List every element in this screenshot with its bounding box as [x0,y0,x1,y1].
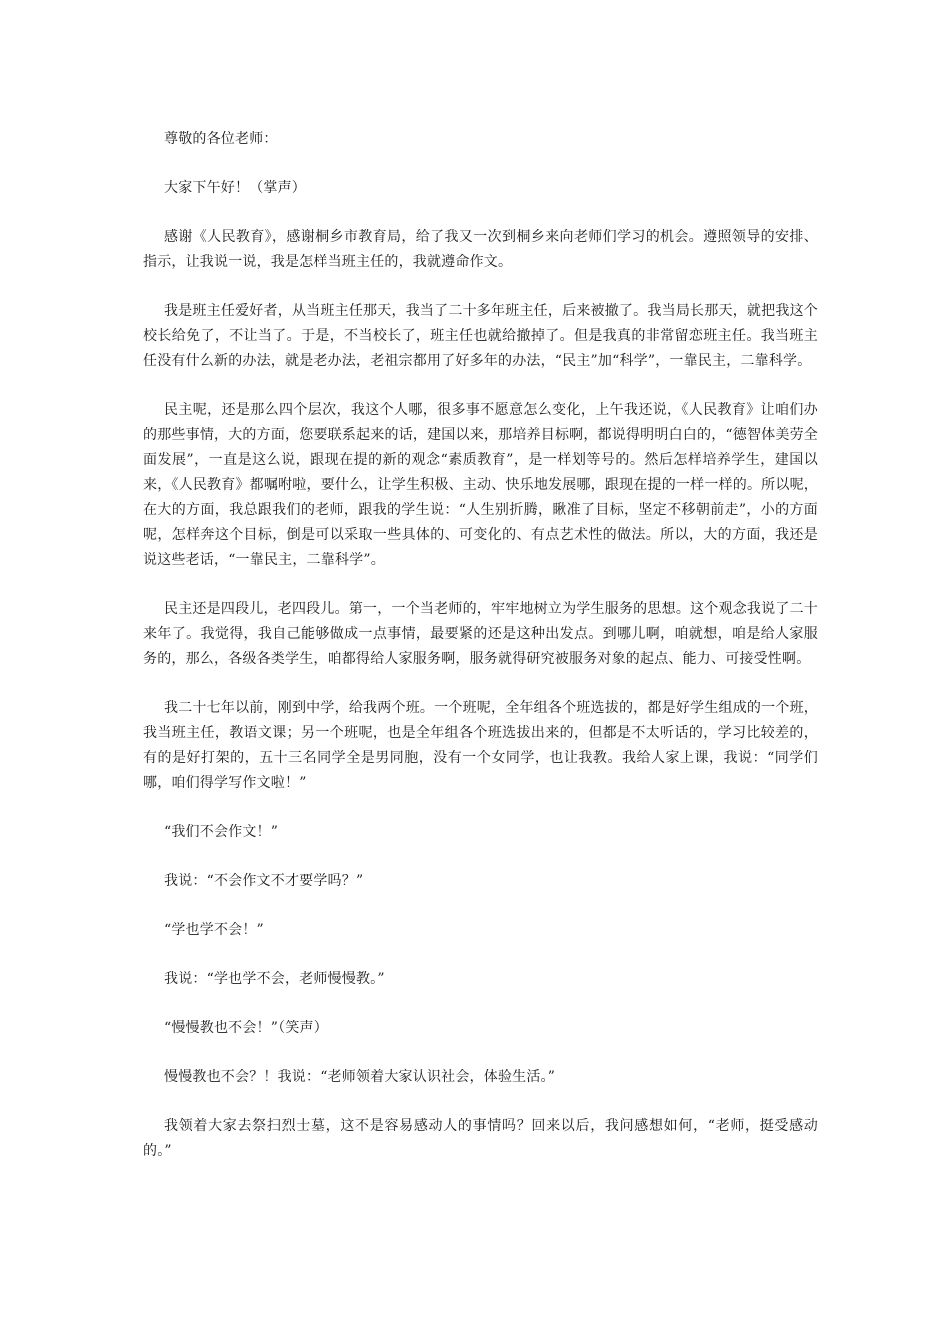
paragraph: 民主还是四段儿，老四段儿。第一，一个当老师的，牢牢地树立为学生服务的思想。这个观念我说了二十来年了。我觉得，我自己能够做成一点事情，最要紧的还是这种出发点。到哪儿啊，咱就想，咱是给人家服务的，那么，各级各类学生，咱都得给人家服务啊，服务就得研究被服务对象的起点、能力、可接受性啊。 [143,601,818,667]
dialogue-line: “慢慢教也不会！”（笑声） [164,1020,328,1036]
dialogue-line: 我说：“学也学不会，老师慢慢教。” [164,971,385,987]
paragraph: 我领着大家去祭扫烈士墓，这不是容易感动人的事情吗？回来以后，我问感想如何，“老师，挺受感动的。” [143,1118,818,1159]
paragraph: 民主呢，还是那么四个层次，我这个人哪，很多事不愿意怎么变化，上午我还说，《人民教育》让咱们办的那些事情，大的方面，您要联系起来的话，建国以来，那培养目标啊，都说得明明白白的，“德智体美劳全面发展”，一直是这么说，跟现在提的新的观念“素质教育”，是一样划等号的。然后怎样培养学生，建国以来，《人民教育》都嘱咐啦，要什么，让学生积极、主动、快乐地发展哪，跟现在提的一样一样的。所以呢，在大的方面，我总跟我们的老师，跟我的学生说：“人生别折腾，瞅准了目标，坚定不移朝前走”，小的方面呢，怎样奔这个目标，倒是可以采取一些具体的、可变化的、有点艺术性的做法。所以，大的方面，我还是说这些老话，“一靠民主，二靠科学”。 [143,402,818,568]
paragraph: 我是班主任爱好者，从当班主任那天，我当了二十多年班主任，后来被撤了。我当局长那天，就把我这个校长给免了，不让当了。于是，不当校长了，班主任也就给撤掉了。但是我真的非常留恋班主任。我当班主任没有什么新的办法，就是老办法，老祖宗都用了好多年的办法，“民主”加“科学”，一靠民主，二靠科学。 [143,303,818,369]
dialogue-line: “我们不会作文！” [164,824,279,840]
dialogue-line: 我说：“不会作文不才要学吗？” [164,873,364,889]
paragraph: 感谢《人民教育》，感谢桐乡市教育局，给了我又一次到桐乡来向老师们学习的机会。遵照领导的安排、指示，让我说一说，我是怎样当班主任的，我就遵命作文。 [143,229,818,270]
paragraph: 我二十七年以前，刚到中学，给我两个班。一个班呢，全年组各个班选拔的，都是好学生组成的一个班，我当班主任，教语文课；另一个班呢，也是全年组各个班选拔出来的，但都是不太听话的，学习比较差的，有的是好打架的，五十三名同学全是男同胞，没有一个女同学，也让我教。我给人家上课，我说：“同学们哪，咱们得学写作文啦！” [143,700,818,791]
document-body [143,127,818,1188]
dialogue-line: 慢慢教也不会？！我说：“老师领着大家认识社会，体验生活。” [164,1069,556,1085]
greeting: 大家下午好！（掌声） [164,180,306,196]
dialogue-line: “学也学不会！” [164,922,264,938]
salutation: 尊敬的各位老师： [164,131,278,147]
